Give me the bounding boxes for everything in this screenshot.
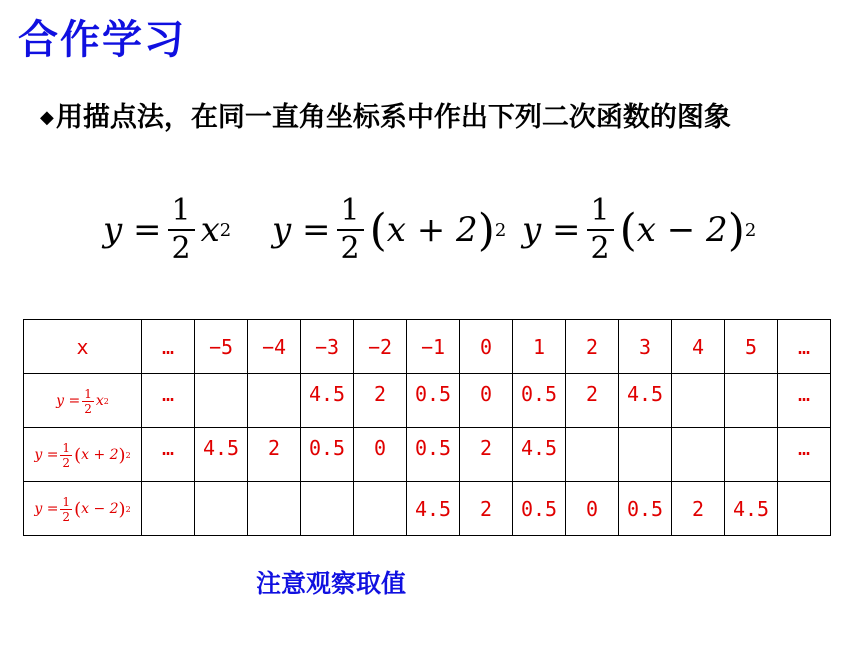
task-text xyxy=(40,92,830,144)
table-cell: 4.5 xyxy=(301,374,354,428)
table-cell xyxy=(778,482,831,536)
row-label-1-exponent: 2 xyxy=(103,396,109,406)
row-label-1-fraction xyxy=(82,388,94,415)
table-header-cell: −4 xyxy=(248,320,301,374)
row-label-1-numerator: 1 xyxy=(84,386,92,401)
table-cell: 0.5 xyxy=(407,428,460,482)
table-cell: 0 xyxy=(566,482,619,536)
table-header-cell: 3 xyxy=(619,320,672,374)
table-header-cell: −5 xyxy=(195,320,248,374)
table-header-cell: −2 xyxy=(354,320,407,374)
table-cell xyxy=(301,482,354,536)
table-cell: 2 xyxy=(460,428,513,482)
table-cell: … xyxy=(142,428,195,482)
formula-2-denominator: 2 xyxy=(340,231,360,266)
row-label-3-denominator: 2 xyxy=(62,509,71,524)
table-cell: 0.5 xyxy=(513,374,566,428)
row-label-3-close-paren: ) xyxy=(118,498,126,520)
table-cell: 4.5 xyxy=(619,374,672,428)
table-cell xyxy=(195,482,248,536)
bullet-icon: ◆ xyxy=(40,107,54,128)
formula-3-exponent: 2 xyxy=(744,219,757,241)
table-cell: 4.5 xyxy=(407,482,460,536)
row-label-3-numerator: 1 xyxy=(62,494,71,509)
table-header-cell: x xyxy=(24,320,142,374)
table-cell: 2 xyxy=(354,374,407,428)
table-cell xyxy=(619,428,672,482)
row-label-2-open-paren: ( xyxy=(74,444,82,466)
row-label-2-close-paren: ) xyxy=(118,444,126,466)
row-label-2-denominator: 2 xyxy=(62,455,71,470)
table-cell xyxy=(672,374,725,428)
table-header-cell: −3 xyxy=(301,320,354,374)
table-cell: … xyxy=(778,428,831,482)
formula-1-fraction xyxy=(168,193,195,266)
row-label-2 xyxy=(24,428,142,482)
row-label-2-formula xyxy=(34,442,130,469)
table-cell: 2 xyxy=(248,428,301,482)
table-row xyxy=(24,428,831,482)
formula-2-exponent: 2 xyxy=(494,219,507,241)
formula-1-body: x xyxy=(200,210,220,250)
table-cell: 4.5 xyxy=(195,428,248,482)
row-label-2-lhs: y = xyxy=(34,447,59,464)
row-label-1-formula xyxy=(56,388,109,415)
table-cell xyxy=(672,428,725,482)
formula-2-body: x + 2 xyxy=(386,210,478,250)
table-cell: 0.5 xyxy=(513,482,566,536)
table-cell xyxy=(248,482,301,536)
values-table xyxy=(23,319,831,536)
formula-1-exponent: 2 xyxy=(219,219,232,241)
table-cell: 0.5 xyxy=(301,428,354,482)
table-cell xyxy=(142,482,195,536)
table-cell: 0.5 xyxy=(407,374,460,428)
table-cell: 0 xyxy=(460,374,513,428)
table-cell xyxy=(566,428,619,482)
formula-3-body: x − 2 xyxy=(636,210,728,250)
table-cell: 4.5 xyxy=(513,428,566,482)
formula-3-close-paren: ) xyxy=(727,204,745,256)
table-header-cell: 2 xyxy=(566,320,619,374)
table-cell: 0.5 xyxy=(619,482,672,536)
table-cell xyxy=(725,374,778,428)
formula-2-lhs: y = xyxy=(272,210,331,250)
table-header-cell: … xyxy=(778,320,831,374)
row-label-3-open-paren: ( xyxy=(74,498,82,520)
formula-1-denominator: 2 xyxy=(171,231,191,266)
table-cell xyxy=(354,482,407,536)
formula-3-denominator: 2 xyxy=(590,231,610,266)
formula-1-numerator: 1 xyxy=(168,196,195,231)
table-header-cell: −1 xyxy=(407,320,460,374)
formula-2-fraction xyxy=(337,193,364,266)
table-header-row xyxy=(24,320,831,374)
table-header-cell: … xyxy=(142,320,195,374)
formula-2-open-paren: ( xyxy=(369,204,387,256)
table-row xyxy=(24,482,831,536)
table-row xyxy=(24,374,831,428)
row-label-1-lhs: y = xyxy=(56,393,81,410)
formula-3 xyxy=(522,193,757,266)
table-header-cell: 1 xyxy=(513,320,566,374)
formula-3-fraction xyxy=(587,193,614,266)
table-cell xyxy=(195,374,248,428)
row-label-2-fraction xyxy=(60,442,72,469)
row-label-2-exponent: 2 xyxy=(125,450,131,460)
table-cell: 2 xyxy=(672,482,725,536)
table-cell: 4.5 xyxy=(725,482,778,536)
table-cell: 2 xyxy=(566,374,619,428)
formula-3-open-paren: ( xyxy=(619,204,637,256)
row-label-1-body: x xyxy=(95,393,104,410)
table-header-cell: 0 xyxy=(460,320,513,374)
row-label-3-body: x − 2 xyxy=(81,501,119,518)
row-label-3 xyxy=(24,482,142,536)
row-label-3-fraction xyxy=(60,496,72,523)
table-header-cell: 4 xyxy=(672,320,725,374)
row-label-2-numerator: 1 xyxy=(62,440,71,455)
formula-2-close-paren: ) xyxy=(477,204,495,256)
table-cell: 2 xyxy=(460,482,513,536)
table-cell: … xyxy=(142,374,195,428)
formula-2 xyxy=(272,193,507,266)
formula-3-lhs: y = xyxy=(522,210,581,250)
row-label-3-formula xyxy=(34,496,130,523)
table-cell xyxy=(725,428,778,482)
table-header-cell: 5 xyxy=(725,320,778,374)
row-label-1 xyxy=(24,374,142,428)
formula-1-lhs: y = xyxy=(103,210,162,250)
page-title: 合作学习 xyxy=(18,17,186,63)
table-cell xyxy=(248,374,301,428)
table-cell: … xyxy=(778,374,831,428)
formula-3-numerator: 1 xyxy=(587,196,614,231)
note-text: 注意观察取值 xyxy=(256,569,407,598)
row-label-1-denominator: 2 xyxy=(84,401,92,416)
task-sentence: 用描点法，在同一直角坐标系中作出下列二次函数的图象 xyxy=(55,102,731,133)
formula-2-numerator: 1 xyxy=(337,196,364,231)
table-cell: 0 xyxy=(354,428,407,482)
row-label-2-body: x + 2 xyxy=(81,447,119,464)
formula-1 xyxy=(103,193,232,266)
row-label-3-lhs: y = xyxy=(34,501,59,518)
row-label-3-exponent: 2 xyxy=(125,504,131,514)
